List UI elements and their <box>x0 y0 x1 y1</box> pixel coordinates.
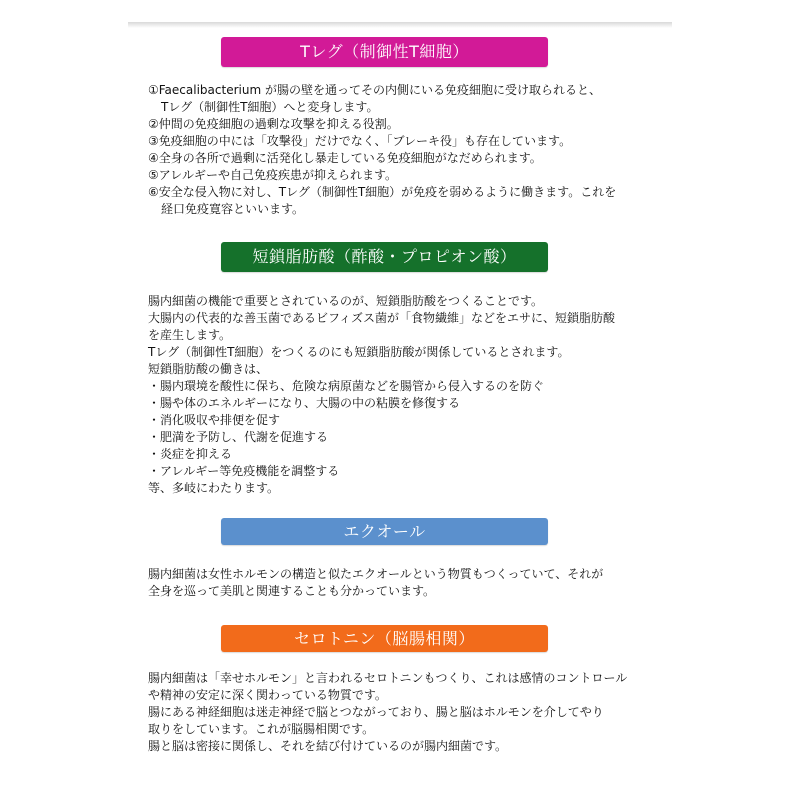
body-line: ・腸内環境を酸性に保ち、危険な病原菌などを腸管から侵入するのを防ぐ <box>148 379 545 393</box>
body-line: ・腸や体のエネルギーになり、大腸の中の粘膜を修復する <box>148 396 461 410</box>
body-line: ③免疫細胞の中には「攻撃役」だけでなく、「ブレーキ役」も存在しています。 <box>148 134 572 148</box>
body-line: 取りをしています。これが脳腸相関です。 <box>148 722 375 736</box>
body-line: 経口免疫寛容といいます。 <box>161 202 305 216</box>
body-line: ・炎症を抑える <box>148 447 233 461</box>
body-line: 等、多岐にわたります。 <box>148 481 280 495</box>
body-line: 全身を巡って美肌と関連することも分かっています。 <box>148 584 436 598</box>
body-line: ①Faecalibacterium が腸の壁を通ってその内側にいる免疫細胞に受け取られると、 <box>148 83 601 97</box>
treg-section-body <box>148 82 616 218</box>
body-line: 大腸内の代表的な善玉菌であるビフィズス菌が「食物繊維」などをエサに、短鎖脂肪酸 <box>148 311 616 325</box>
body-line: ・肥満を予防し、代謝を促進する <box>148 430 329 444</box>
body-line: 腸内細菌は女性ホルモンの構造と似たエクオールという物質もつくっていて、それが <box>148 567 604 581</box>
body-line: 短鎖脂肪酸の働きは、 <box>148 362 269 376</box>
body-line: 腸にある神経細胞は迷走神経で脳とつながっており、腸と脳はホルモンを介してやり <box>148 705 604 719</box>
body-line: ・アレルギー等免疫機能を調整する <box>148 464 340 478</box>
body-line: 腸内細菌は「幸せホルモン」と言われるセロトニンもつくり、これは感情のコントロール <box>148 671 628 685</box>
body-line: や精神の安定に深く関わっている物質です。 <box>148 688 387 702</box>
body-line: ②仲間の免疫細胞の過剰な攻撃を抑える役割。 <box>148 117 399 131</box>
page-top-edge <box>128 22 672 28</box>
body-line: ・消化吸収や排便を促す <box>148 413 281 427</box>
body-line: Tレグ（制御性T細胞）へと変身します。 <box>161 100 379 114</box>
serotonin-section-header: セロトニン（脳腸相関） <box>221 625 548 652</box>
body-line: ④全身の各所で過剰に活発化し暴走している免疫細胞がなだめられます。 <box>148 151 542 165</box>
body-line: ⑤アレルギーや自己免疫疾患が抑えられます。 <box>148 168 398 182</box>
body-line: 腸内細菌の機能で重要とされているのが、短鎖脂肪酸をつくることです。 <box>148 294 544 308</box>
scfa-section-header: 短鎖脂肪酸（酢酸・プロピオン酸） <box>221 242 548 272</box>
body-line: ⑥安全な侵入物に対し、Tレグ（制御性T細胞）が免疫を弱めるように働きます。これを <box>148 185 617 199</box>
scfa-section-body <box>148 293 615 497</box>
equol-section-body <box>148 566 603 600</box>
body-line: 腸と脳は密接に関係し、それを結び付けているのが腸内細菌です。 <box>148 739 508 753</box>
treg-section-header: Tレグ（制御性T細胞） <box>221 37 548 67</box>
serotonin-section-body <box>148 670 627 755</box>
equol-section-header: エクオール <box>221 518 548 545</box>
body-line: を産生します。 <box>148 328 232 342</box>
body-line: Tレグ（制御性T細胞）をつくるのにも短鎖脂肪酸が関係しているとされます。 <box>148 345 570 359</box>
